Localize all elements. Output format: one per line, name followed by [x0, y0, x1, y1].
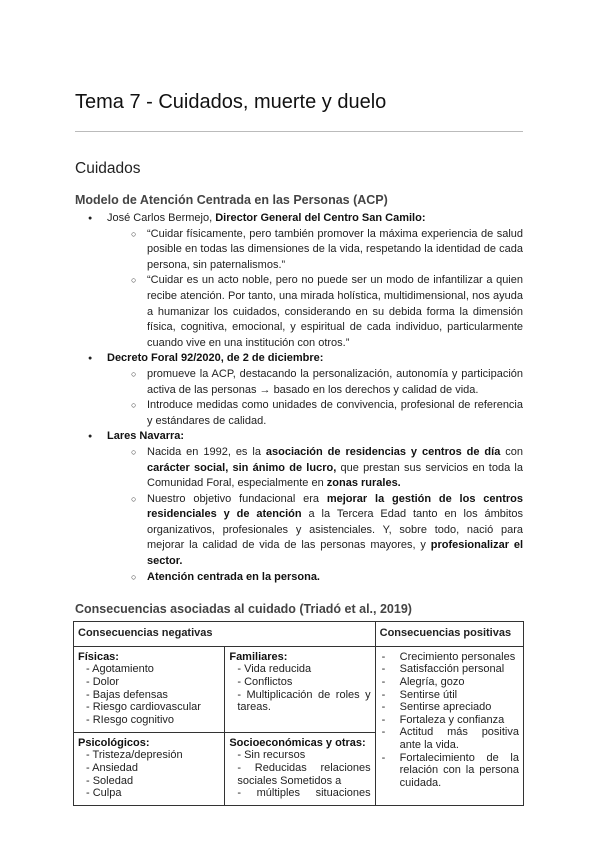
text: que prestan sus servicios en toda la Comunidad Foral, especialmente en [147, 461, 523, 490]
text: José Carlos Bermejo, [107, 212, 216, 224]
content-flow [75, 192, 523, 806]
sub-list-item: ○ “Cuidar es un acto noble, pero no puede ser un modo de infantilizar a quien recibe atención. Por tanto, una mirada holística, multidimensional, nos ayuda a humanizar los cuidados, considerando en su debida forma la dimensión física, cognitiva, emocional, y espiritual de cada individuo, particularmente cuando vive en una institución con otros.” [75, 273, 523, 351]
cell-item: - RIesgo cognitivo [86, 713, 175, 726]
cell-label: Socioeconómicas y otras: [229, 736, 366, 749]
positive-cell [375, 646, 523, 805]
cell-item: - Alegría, gozo [380, 676, 519, 689]
cell-item: - Multiplicación de roles y tareas. [237, 688, 371, 714]
text: a la Tercera Edad tanto en los ámbitos organizativos, profesionales y asistenciales. Y, sobre todo, nació para mejorar la calidad de vida de las personas mayores, y [147, 508, 523, 552]
text: con [500, 445, 524, 458]
list-item [75, 429, 523, 445]
cell-item: - Bajas defensas [86, 688, 168, 701]
fisicas-cell [74, 646, 225, 732]
cell-label: Psicológicos: [78, 736, 150, 749]
cell-item: - Soledad [86, 774, 134, 787]
familiares-cell [225, 646, 375, 732]
bold-text: asociación de residencias y centros de día [265, 445, 501, 458]
bold-text: zonas rurales. [326, 477, 401, 490]
cell-label: Físicas: [78, 650, 119, 663]
sub-list-item [75, 570, 523, 586]
bullet-list [75, 211, 523, 585]
table-row [74, 622, 524, 647]
bold-text: Lares Navarra: [107, 430, 185, 443]
sub-list-item: ○ Introduce medidas como unidades de convivencia, profesional de referencia y estándares de calidad. [75, 398, 523, 429]
table-row [74, 646, 524, 732]
cell-item: - Agotamiento [86, 663, 154, 676]
cell-item: - Crecimiento personales [380, 651, 519, 664]
sub-list-item: ○ “Cuidar físicamente, pero también promover la máxima experiencia de salud posible en todas las dimensiones de la vida, respetando la identidad de cada persona, sin paternalismos.” [75, 227, 523, 274]
cell-item: - Sentirse apreciado [380, 701, 519, 714]
sub-list-item: ○ promueve la ACP, destacando la personalización, autonomía y participación activa de las personas → basado en los derechos y calidad de vida. [75, 367, 523, 398]
cell-item: - Actitud más positiva ante la vida. [380, 726, 519, 751]
cell-item: - Tristeza/depresión [86, 749, 183, 762]
text: Nuestro objetivo fundacional era [147, 492, 327, 505]
bold-text: carácter social, sin ánimo de lucro, [147, 461, 337, 474]
cell-item: - Ansiedad [86, 762, 138, 775]
socioeconomicas-cell [225, 732, 375, 805]
sub-list-item [75, 492, 523, 570]
cell-item: - Riesgo cardiovascular [86, 701, 201, 714]
sub-list-item [75, 445, 523, 492]
bold-text: Atención centrada en la persona. [147, 570, 320, 583]
subsection-heading: Modelo de Atención Centrada en las Personas (ACP) [75, 193, 388, 207]
positive-header: Consecuencias positivas [375, 622, 523, 647]
page-title: Tema 7 - Cuidados, muerte y duelo [75, 91, 387, 113]
cell-item: - Conflictos [237, 676, 293, 689]
list-item [75, 351, 523, 367]
table-heading: Consecuencias asociadas al cuidado (Triadó et al., 2019) [75, 602, 412, 617]
cell-item: - Fortalecimiento de la relación con la persona cuidada. [380, 752, 519, 790]
cell-item: - Satisfacción personal [380, 663, 519, 676]
cell-item: - Sin recursos [237, 749, 306, 762]
list-item [75, 211, 523, 227]
cell-item: - múltiples situaciones [237, 787, 371, 800]
bold-text: Director General del Centro San Camilo: [215, 212, 426, 224]
bold-text: mejorar la gestión de los centros residenciales y de atención [147, 492, 523, 521]
cell-item: - Fortaleza y confianza [380, 714, 519, 727]
cell-item: - Sentirse útil [380, 689, 519, 702]
bold-text: profesionalizar el sector. [147, 539, 523, 568]
cell-label: Familiares: [229, 650, 288, 663]
cell-item: - Culpa [86, 787, 122, 800]
text: Nacida en 1992, es la [147, 445, 266, 458]
divider [75, 131, 523, 132]
cell-item: - Vida reducida [237, 663, 312, 676]
consequences-table [73, 621, 524, 806]
negative-header: Consecuencias negativas [74, 622, 376, 647]
cell-item: - Reducidas relaciones sociales Sometidos a [237, 762, 371, 787]
bold-text: Decreto Foral 92/2020, de 2 de diciembre: [107, 352, 324, 365]
cell-item: - Dolor [86, 676, 120, 689]
section-heading: Cuidados [75, 160, 141, 177]
psicologicos-cell [74, 732, 225, 805]
